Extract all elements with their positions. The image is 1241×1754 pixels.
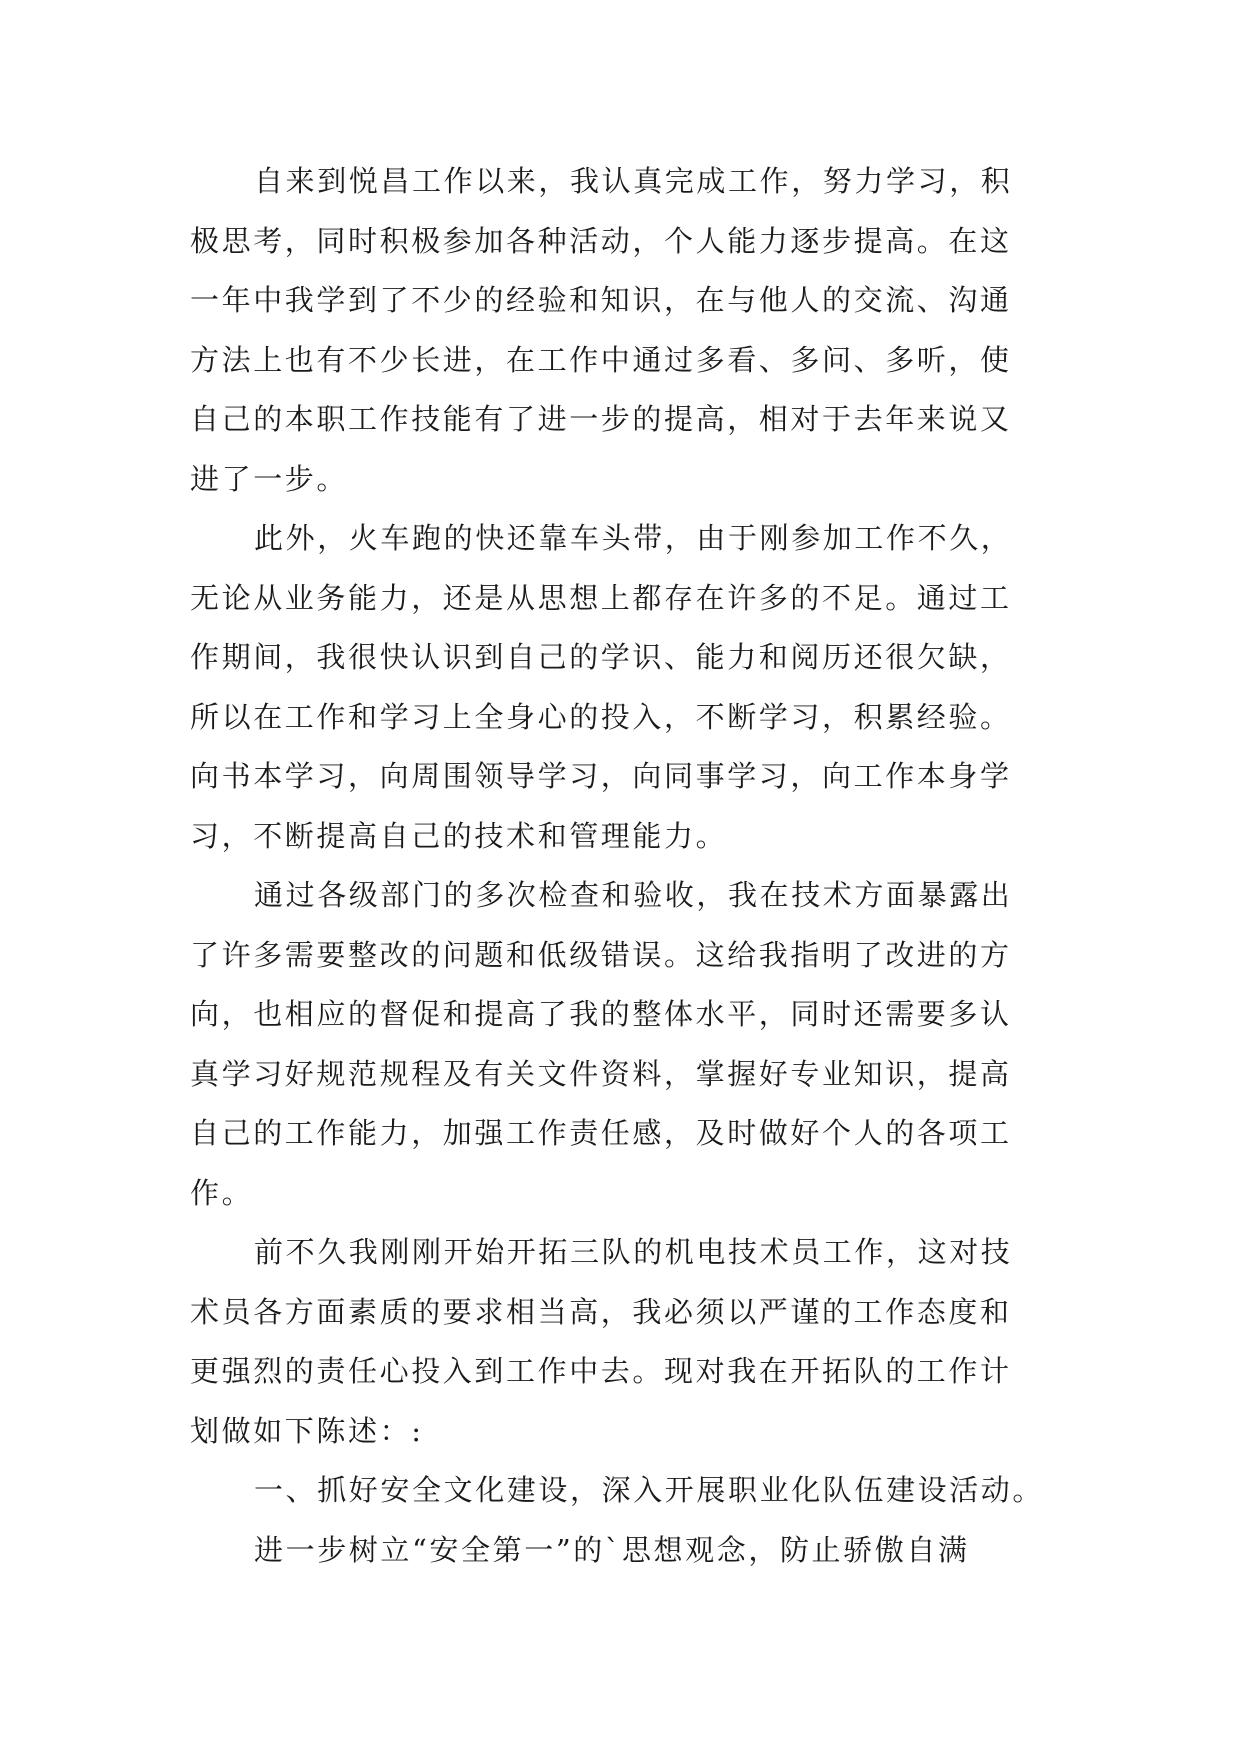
text-line: 无论从业务能力，还是从思想上都存在许多的不足。通过工 (190, 580, 1012, 615)
text-line: 向书本学习，向周围领导学习，向同事学习，向工作本身学 (190, 759, 1012, 793)
text-line: 作期间，我很快认识到自己的学识、能力和阅历还很欠缺， (190, 640, 1012, 674)
paragraph-6 (190, 1521, 1070, 1581)
text-line: 一年中我学到了不少的经验和知识，在与他人的交流、沟通 (190, 283, 1012, 317)
paragraph-5 (190, 1461, 1070, 1521)
paragraph-4 (190, 1223, 1070, 1461)
text-line: 自己的本职工作技能有了进一步的提高，相对于去年来说又 (190, 402, 1012, 436)
text-line: 进了一步。 (190, 461, 349, 496)
document-body (190, 152, 1070, 1580)
paragraph-1 (190, 152, 1070, 509)
text-line: 极思考，同时积极参加各种活动，个人能力逐步提高。在这 (190, 223, 1012, 258)
text-line: 进一步树立“安全第一”的`思想观念，防止骄傲自满 (254, 1532, 970, 1567)
text-line: 术员各方面素质的要求相当高，我必须以严谨的工作态度和 (190, 1294, 1012, 1329)
paragraph-2 (190, 509, 1070, 866)
text-line: 自来到悦昌工作以来，我认真完成工作，努力学习，积 (254, 164, 1013, 198)
text-line: 方法上也有不少长进，在工作中通过多看、多问、多听，使 (190, 342, 1012, 377)
text-line: 了许多需要整改的问题和低级错误。这给我指明了改进的方 (190, 937, 1012, 972)
text-line: 划做如下陈述：: (190, 1413, 424, 1448)
text-line: 此外，火车跑的快还靠车头带，由于刚参加工作不久， (254, 521, 1013, 555)
text-line: 自己的工作能力，加强工作责任感，及时做好个人的各项工 (190, 1116, 1012, 1150)
text-line: 通过各级部门的多次检查和验收，我在技术方面暴露出 (254, 878, 1013, 912)
paragraph-3 (190, 866, 1070, 1223)
text-line: 习，不断提高自己的技术和管理能力。 (190, 818, 728, 853)
text-line: 向，也相应的督促和提高了我的整体水平，同时还需要多认 (190, 997, 1012, 1031)
text-line: 更强烈的责任心投入到工作中去。现对我在开拓队的工作计 (190, 1354, 1012, 1388)
text-line: 所以在工作和学习上全身心的投入，不断学习，积累经验。 (190, 699, 1012, 734)
text-line: 作。 (190, 1175, 254, 1210)
text-line: 真学习好规范规程及有关文件资料，掌握好专业知识，提高 (190, 1056, 1012, 1091)
section-heading: 一、抓好安全文化建设，深入开展职业化队伍建设活动。 (254, 1473, 1045, 1507)
text-line: 前不久我刚刚开始开拓三队的机电技术员工作，这对技 (254, 1235, 1013, 1269)
